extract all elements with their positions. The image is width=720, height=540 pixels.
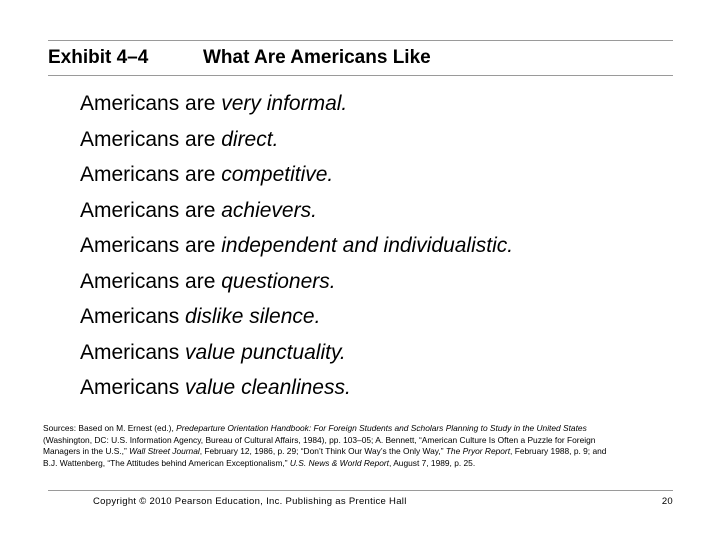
bullet-prefix: Americans are: [80, 269, 222, 293]
bullet-emphasis: direct.: [221, 127, 279, 151]
exhibit-number: Exhibit 4–4: [48, 47, 149, 68]
list-item: [80, 86, 513, 122]
sources-italic: The Pryor Report: [445, 446, 511, 457]
bullet-prefix: Americans: [80, 340, 186, 364]
sources-text: , February 12, 1986, p. 29; “Don’t Think Our Way’s the Only Way,”: [199, 446, 446, 457]
list-item: [80, 122, 513, 158]
characteristics-list: [80, 86, 513, 406]
bullet-emphasis: independent and individualistic.: [221, 234, 514, 257]
bullet-prefix: Americans are: [80, 127, 222, 151]
exhibit-title: What Are Americans Like: [203, 47, 431, 68]
bullet-prefix: Americans are: [80, 92, 222, 115]
bullet-emphasis: dislike silence.: [185, 305, 321, 328]
sources-note: [43, 423, 623, 469]
footer: [48, 490, 673, 507]
sources-italic: U.S. News & World Report: [289, 457, 390, 468]
bullet-prefix: Americans are: [80, 198, 222, 222]
list-item: [80, 228, 513, 264]
list-item: [80, 193, 513, 229]
list-item: [80, 299, 513, 335]
bullet-prefix: Americans: [80, 376, 186, 399]
bullet-prefix: Americans: [80, 305, 186, 328]
bullet-emphasis: achievers.: [221, 198, 317, 222]
bullet-prefix: Americans are: [80, 234, 222, 257]
list-item: [80, 264, 513, 300]
bullet-prefix: Americans are: [80, 163, 222, 186]
list-item: [80, 335, 513, 371]
bullet-emphasis: very informal.: [221, 92, 348, 115]
sources-text: , February 1988, p. 9; and B.J. Wattenberg, “The Attitudes behind American Exceptionalism,”: [43, 446, 607, 468]
exhibit-header: [48, 40, 673, 76]
page-number: 20: [661, 496, 673, 507]
bullet-emphasis: value cleanliness.: [185, 376, 351, 399]
list-item: [80, 157, 513, 193]
sources-italic: Predeparture Orientation Handbook: For Foreign Students and Scholars Planning to Study in the United States: [176, 423, 587, 433]
sources-text: , August 7, 1989, p. 25.: [389, 457, 476, 468]
sources-text: (Washington, DC: U.S. Information Agency, Bureau of Cultural Affairs, 1984), pp. 103–05; A. Bennett, “American Culture Is Often a Puzzle for Foreign Managers in the U.S.,”: [43, 434, 596, 457]
bullet-emphasis: questioners.: [221, 269, 336, 293]
sources-italic: Wall Street Journal: [129, 446, 200, 457]
sources-text: Sources: Based on M. Ernest (ed.),: [43, 423, 177, 433]
bullet-emphasis: competitive.: [221, 163, 334, 186]
bullet-emphasis: value punctuality.: [185, 340, 346, 364]
copyright-notice: Copyright © 2010 Pearson Education, Inc. Publishing as Prentice Hall: [93, 496, 407, 507]
list-item: [80, 370, 513, 406]
